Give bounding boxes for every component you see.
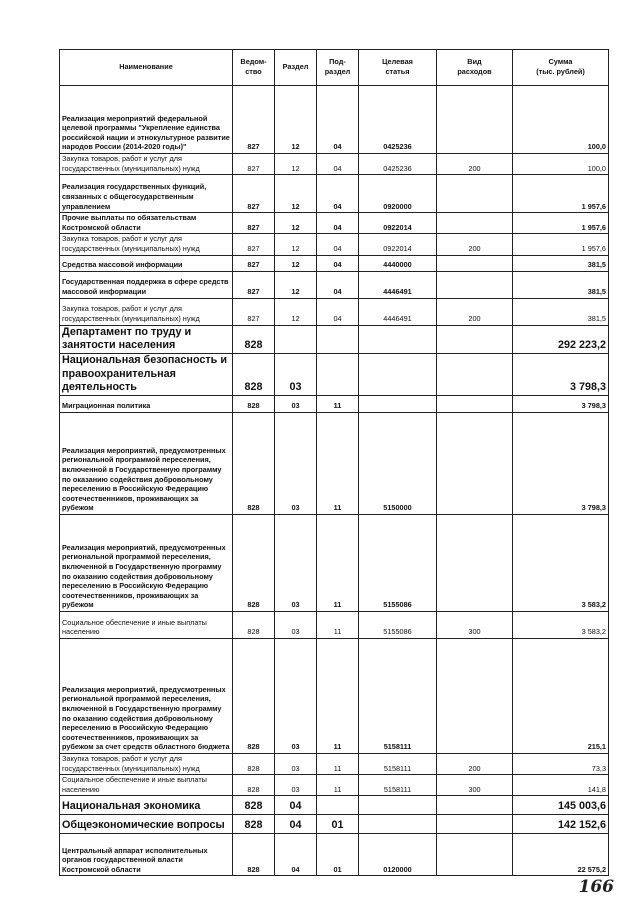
cell-department: 827 <box>233 255 275 271</box>
cell-expense-type: 200 <box>437 234 513 255</box>
header-section: Раздел <box>275 50 317 86</box>
cell-target-article <box>359 815 437 834</box>
cell-target-article: 0425236 <box>359 86 437 154</box>
cell-subsection <box>317 325 359 353</box>
table-row <box>60 154 609 175</box>
cell-section <box>275 325 317 353</box>
table-row <box>60 271 609 298</box>
cell-section: 12 <box>275 86 317 154</box>
cell-expense-type: 300 <box>437 611 513 638</box>
cell-name: Реализация мероприятий, предусмотренных региональной программой переселения, включенной в Государственную программу по оказанию содействия добровольному переселению в Российскую Федерацию соотечественников, проживающих за рубежом <box>60 412 233 514</box>
cell-sum: 3 798,3 <box>513 412 609 514</box>
cell-sum: 381,5 <box>513 271 609 298</box>
cell-subsection: 04 <box>317 154 359 175</box>
cell-expense-type: 300 <box>437 775 513 796</box>
cell-subsection: 11 <box>317 611 359 638</box>
table-row <box>60 234 609 255</box>
cell-target-article <box>359 353 437 395</box>
table-row <box>60 325 609 353</box>
cell-section: 12 <box>275 271 317 298</box>
cell-department: 828 <box>233 611 275 638</box>
cell-department: 828 <box>233 353 275 395</box>
cell-department: 828 <box>233 514 275 611</box>
cell-name: Реализация мероприятий, предусмотренных региональной программой переселения, включенной в Государственную программу по оказанию содействия добровольному переселению в Российскую Федерацию соотечественников, проживающих за рубежом за счет средств областного бюджета <box>60 638 233 753</box>
cell-name: Реализация государственных функций, связанных с общегосударственным управлением <box>60 175 233 213</box>
cell-subsection <box>317 353 359 395</box>
cell-expense-type <box>437 86 513 154</box>
cell-expense-type: 200 <box>437 154 513 175</box>
cell-target-article: 5158111 <box>359 638 437 753</box>
cell-subsection: 04 <box>317 213 359 234</box>
cell-department: 827 <box>233 175 275 213</box>
cell-section: 03 <box>275 353 317 395</box>
cell-target-article: 0920000 <box>359 175 437 213</box>
cell-name: Национальная экономика <box>60 796 233 815</box>
cell-section: 03 <box>275 775 317 796</box>
cell-department: 828 <box>233 395 275 412</box>
cell-department: 828 <box>233 412 275 514</box>
budget-table <box>59 49 609 876</box>
cell-name: Закупка товаров, работ и услуг для государственных (муниципальных) нужд <box>60 234 233 255</box>
cell-name: Социальное обеспечение и иные выплаты населению <box>60 611 233 638</box>
table-row <box>60 815 609 834</box>
cell-target-article: 4446491 <box>359 271 437 298</box>
cell-section: 12 <box>275 255 317 271</box>
cell-subsection: 11 <box>317 638 359 753</box>
cell-name: Закупка товаров, работ и услуг для государственных (муниципальных) нужд <box>60 753 233 774</box>
cell-sum: 381,5 <box>513 255 609 271</box>
cell-section: 04 <box>275 796 317 815</box>
cell-subsection: 11 <box>317 775 359 796</box>
cell-target-article: 4446491 <box>359 298 437 325</box>
table-header-row <box>60 50 609 86</box>
cell-name: Закупка товаров, работ и услуг для государственных (муниципальных) нужд <box>60 298 233 325</box>
cell-expense-type <box>437 271 513 298</box>
cell-target-article: 0425236 <box>359 154 437 175</box>
cell-section: 03 <box>275 638 317 753</box>
cell-expense-type <box>437 395 513 412</box>
header-department: Ведом- ство <box>233 50 275 86</box>
cell-subsection: 11 <box>317 514 359 611</box>
cell-sum: 3 798,3 <box>513 353 609 395</box>
cell-department: 828 <box>233 325 275 353</box>
cell-expense-type <box>437 796 513 815</box>
cell-department: 828 <box>233 753 275 774</box>
cell-sum: 381,5 <box>513 298 609 325</box>
cell-expense-type <box>437 325 513 353</box>
cell-subsection: 04 <box>317 234 359 255</box>
cell-sum: 22 575,2 <box>513 834 609 876</box>
cell-subsection: 04 <box>317 175 359 213</box>
table-row <box>60 298 609 325</box>
cell-name: Миграционная политика <box>60 395 233 412</box>
cell-expense-type: 200 <box>437 753 513 774</box>
table-row <box>60 255 609 271</box>
header-expense-type: Вид расходов <box>437 50 513 86</box>
cell-target-article: 5155086 <box>359 514 437 611</box>
cell-section: 03 <box>275 395 317 412</box>
cell-name: Общеэкономические вопросы <box>60 815 233 834</box>
cell-department: 827 <box>233 213 275 234</box>
cell-section: 04 <box>275 834 317 876</box>
cell-section: 04 <box>275 815 317 834</box>
cell-sum: 73,3 <box>513 753 609 774</box>
cell-subsection <box>317 796 359 815</box>
page-number: 166 <box>578 877 614 897</box>
table-row <box>60 175 609 213</box>
cell-expense-type <box>437 255 513 271</box>
cell-subsection: 01 <box>317 834 359 876</box>
cell-target-article: 5158111 <box>359 753 437 774</box>
cell-name: Департамент по труду и занятости населения <box>60 325 233 353</box>
table-row <box>60 611 609 638</box>
cell-target-article <box>359 395 437 412</box>
cell-target-article: 0922014 <box>359 234 437 255</box>
cell-target-article: 0120000 <box>359 834 437 876</box>
cell-sum: 100,0 <box>513 86 609 154</box>
header-target-article: Целевая статья <box>359 50 437 86</box>
cell-department: 827 <box>233 298 275 325</box>
cell-subsection: 11 <box>317 412 359 514</box>
cell-sum: 215,1 <box>513 638 609 753</box>
cell-sum: 100,0 <box>513 154 609 175</box>
cell-section: 03 <box>275 514 317 611</box>
table-row <box>60 775 609 796</box>
cell-subsection: 11 <box>317 753 359 774</box>
table-row <box>60 796 609 815</box>
cell-sum: 3 798,3 <box>513 395 609 412</box>
table-row <box>60 395 609 412</box>
cell-target-article <box>359 325 437 353</box>
cell-name: Национальная безопасность и правоохранительная деятельность <box>60 353 233 395</box>
cell-name: Прочие выплаты по обязательствам Костромской области <box>60 213 233 234</box>
cell-sum: 1 957,6 <box>513 234 609 255</box>
cell-sum: 292 223,2 <box>513 325 609 353</box>
table-row <box>60 412 609 514</box>
table-row <box>60 86 609 154</box>
cell-section: 12 <box>275 234 317 255</box>
cell-department: 828 <box>233 775 275 796</box>
cell-sum: 141,8 <box>513 775 609 796</box>
cell-name: Средства массовой информации <box>60 255 233 271</box>
cell-expense-type <box>437 213 513 234</box>
cell-subsection: 04 <box>317 86 359 154</box>
cell-name: Центральный аппарат исполнительных органов государственной власти Костромской области <box>60 834 233 876</box>
cell-sum: 142 152,6 <box>513 815 609 834</box>
cell-name: Реализация мероприятий федеральной целевой программы "Укрепление единства российской нации и этнокультурное развитие народов России (2014-2020 годы)" <box>60 86 233 154</box>
table-row <box>60 514 609 611</box>
cell-target-article <box>359 796 437 815</box>
table-row <box>60 834 609 876</box>
cell-name: Закупка товаров, работ и услуг для государственных (муниципальных) нужд <box>60 154 233 175</box>
cell-sum: 3 583,2 <box>513 514 609 611</box>
cell-department: 828 <box>233 815 275 834</box>
cell-section: 12 <box>275 154 317 175</box>
cell-section: 12 <box>275 298 317 325</box>
table-row <box>60 353 609 395</box>
cell-subsection: 01 <box>317 815 359 834</box>
table-row <box>60 638 609 753</box>
cell-target-article: 5155086 <box>359 611 437 638</box>
header-sum: Сумма (тыс. рублей) <box>513 50 609 86</box>
cell-expense-type <box>437 834 513 876</box>
cell-name: Социальное обеспечение и иные выплаты населению <box>60 775 233 796</box>
table-body <box>60 86 609 876</box>
cell-department: 828 <box>233 796 275 815</box>
cell-subsection: 04 <box>317 255 359 271</box>
cell-expense-type <box>437 175 513 213</box>
cell-department: 827 <box>233 271 275 298</box>
cell-sum: 1 957,6 <box>513 175 609 213</box>
cell-name: Реализация мероприятий, предусмотренных региональной программой переселения, включенной в Государственную программу по оказанию содействия добровольному переселению в Российскую Федерацию соотечественников, проживающих за рубежом <box>60 514 233 611</box>
cell-name: Государственная поддержка в сфере средств массовой информации <box>60 271 233 298</box>
cell-sum: 145 003,6 <box>513 796 609 815</box>
table-row <box>60 753 609 774</box>
budget-table-page <box>59 49 608 876</box>
cell-department: 828 <box>233 638 275 753</box>
cell-subsection: 11 <box>317 395 359 412</box>
cell-sum: 1 957,6 <box>513 213 609 234</box>
cell-section: 12 <box>275 175 317 213</box>
cell-section: 03 <box>275 753 317 774</box>
cell-expense-type <box>437 514 513 611</box>
cell-expense-type <box>437 412 513 514</box>
cell-expense-type <box>437 815 513 834</box>
cell-subsection: 04 <box>317 271 359 298</box>
cell-target-article: 5158111 <box>359 775 437 796</box>
cell-target-article: 4440000 <box>359 255 437 271</box>
header-subsection: Под- раздел <box>317 50 359 86</box>
cell-target-article: 5150000 <box>359 412 437 514</box>
cell-department: 827 <box>233 154 275 175</box>
cell-section: 12 <box>275 213 317 234</box>
table-row <box>60 213 609 234</box>
cell-target-article: 0922014 <box>359 213 437 234</box>
cell-sum: 3 583,2 <box>513 611 609 638</box>
cell-subsection: 04 <box>317 298 359 325</box>
cell-expense-type <box>437 353 513 395</box>
cell-department: 828 <box>233 834 275 876</box>
cell-section: 03 <box>275 412 317 514</box>
cell-department: 827 <box>233 234 275 255</box>
cell-section: 03 <box>275 611 317 638</box>
cell-department: 827 <box>233 86 275 154</box>
cell-expense-type <box>437 638 513 753</box>
header-name: Наименование <box>60 50 233 86</box>
cell-expense-type: 200 <box>437 298 513 325</box>
